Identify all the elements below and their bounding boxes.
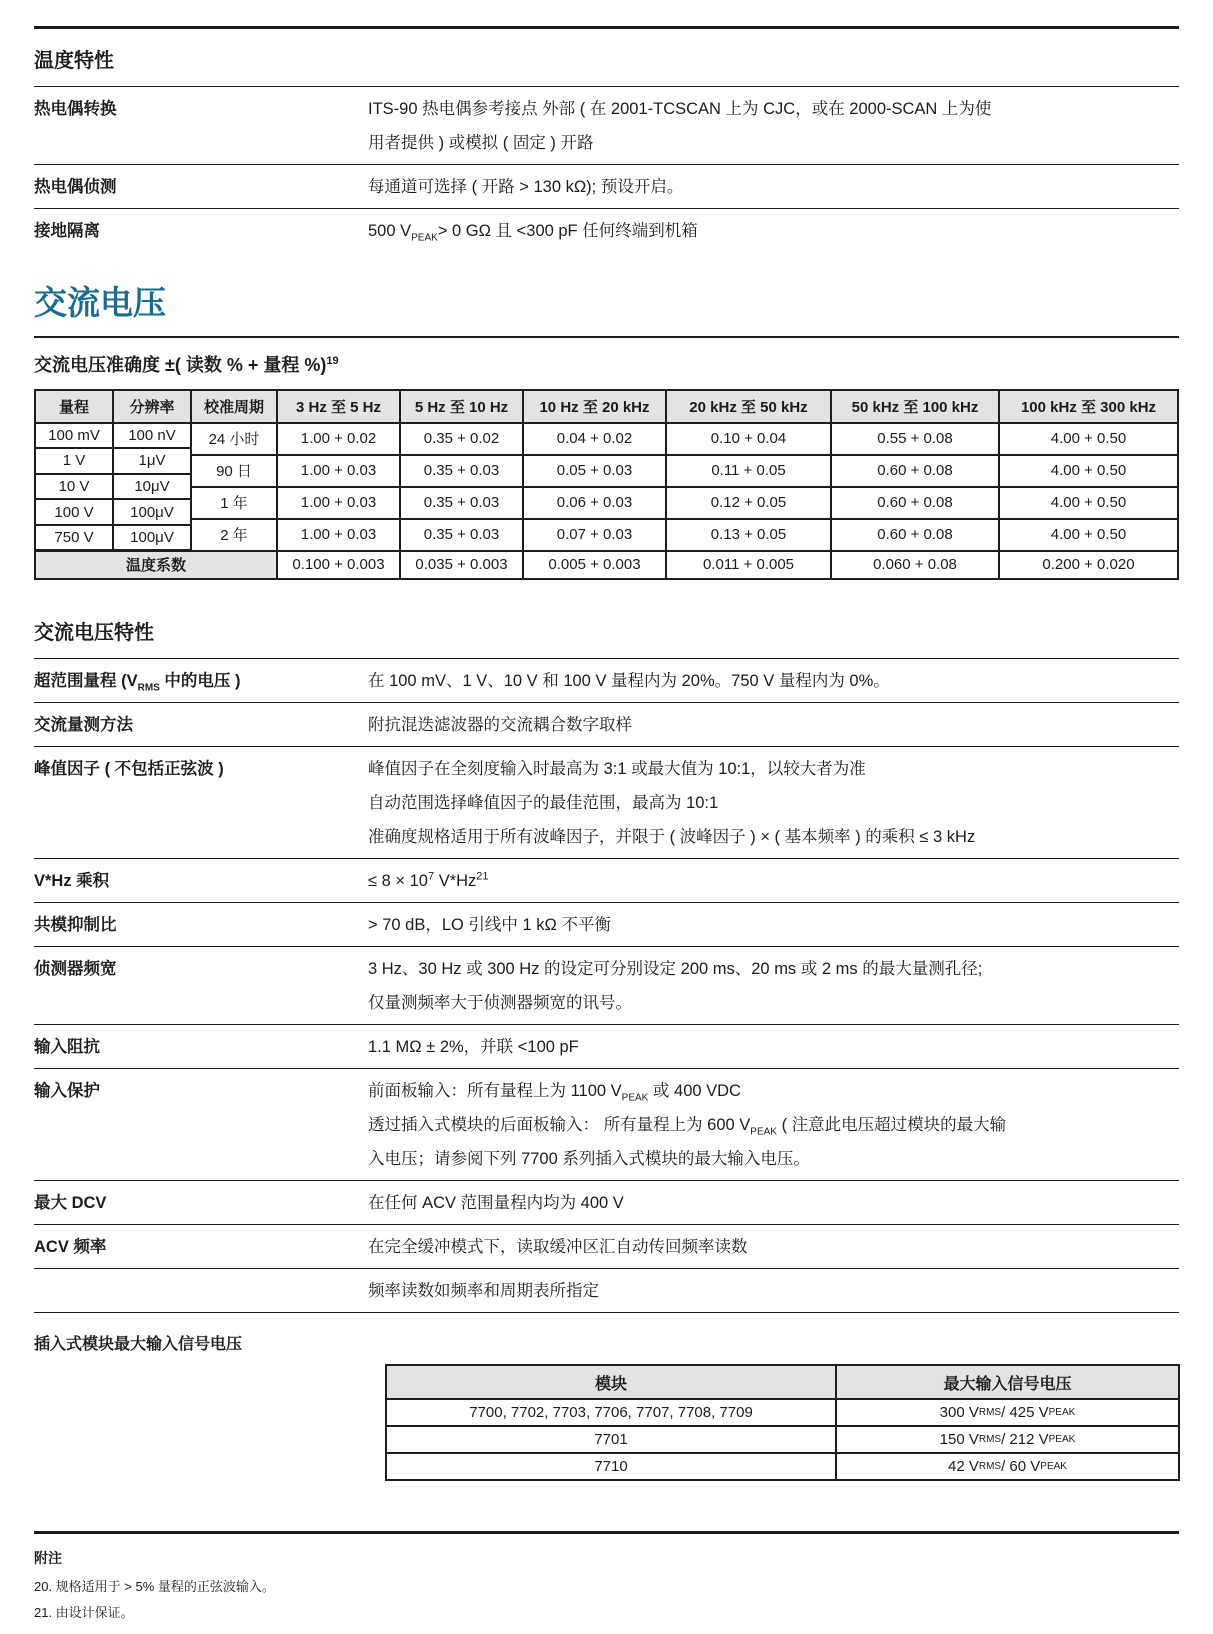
acc-value-cell: 0.07 + 0.03 <box>524 520 665 550</box>
spec-row <box>34 209 1179 252</box>
spec-value-line: 自动范围选择峰值因子的最佳范围，最高为 10:1 <box>368 794 719 812</box>
spec-value <box>368 1230 1179 1264</box>
acc-value-cell: 0.10 + 0.04 <box>667 424 830 454</box>
module-header-cell: 模块 <box>387 1366 835 1398</box>
acc-value-cell: 0.06 + 0.03 <box>524 488 665 518</box>
temperature-spec-rows <box>34 87 1179 252</box>
subscript: PEAK <box>411 232 438 244</box>
acc-tempco-value-cell: 0.011 + 0.005 <box>667 552 830 578</box>
spec-label: 共模抑制比 <box>34 916 117 934</box>
spec-value-line: 500 $V_{PEAK}> 0$ GΩ 且 <300 pF 任何终端到机箱 <box>368 222 698 244</box>
spec-label: 热电偶侦测 <box>34 178 117 196</box>
acc-resolution-stack <box>114 424 190 550</box>
spec-value <box>368 752 1179 854</box>
spec-label: 接地隔离 <box>34 222 100 240</box>
acc-header-cell: 5 Hz 至 10 Hz <box>401 391 522 422</box>
acc-value-cell: 1.00 + 0.03 <box>278 520 399 550</box>
footnotes <box>34 1548 1179 1626</box>
spec-row <box>34 859 1179 903</box>
acc-value-cell: 1.00 + 0.03 <box>278 488 399 518</box>
acc-resolution-cell: 1μV <box>114 449 190 473</box>
module-name-cell: 7701 <box>387 1427 835 1452</box>
ac-accuracy-subtitle: 交流电压准确度 ±( 读数 % + 量程 %)$^{19}$ <box>34 354 339 375</box>
spec-value-line: 仅量测频率大于侦测器频宽的讯号。 <box>368 994 632 1012</box>
acc-band-stack <box>1000 424 1177 550</box>
acc-value-cell: 4.00 + 0.50 <box>1000 424 1177 454</box>
acc-period-cell: 2 年 <box>192 520 276 550</box>
acc-period-cell: 24 小时 <box>192 424 276 454</box>
acc-value-cell: 0.04 + 0.02 <box>524 424 665 454</box>
module-voltage-table <box>385 1364 1180 1481</box>
spec-label: 侦测器频宽 <box>34 960 117 978</box>
acc-tempco-value-cell: 0.035 + 0.003 <box>401 552 522 578</box>
spec-label: ACV 频率 <box>34 1238 107 1256</box>
acc-resolution-cell: 100 nV <box>114 424 190 448</box>
spec-value-line: 3 Hz、30 Hz 或 300 Hz 的设定可分别设定 200 ms、20 ms 或 2 ms 的最大量测孔径; <box>368 960 983 978</box>
module-name-cell: 7700, 7702, 7703, 7706, 7707, 7708, 7709 <box>387 1400 835 1425</box>
acc-value-cell: 0.60 + 0.08 <box>832 520 998 550</box>
section-title-temperature: 温度特性 <box>34 49 114 72</box>
acc-value-cell: 0.55 + 0.08 <box>832 424 998 454</box>
footer-rule <box>34 1531 1179 1534</box>
acc-value-cell: 4.00 + 0.50 <box>1000 520 1177 550</box>
spec-value-line: 在 100 mV、1 V、10 V 和 100 V 量程内为 20%。750 V 量程内为 0%。 <box>368 672 890 690</box>
acc-value-cell: 1.00 + 0.03 <box>278 456 399 486</box>
acc-tempco-label: 温度系数 <box>36 552 276 578</box>
spec-row <box>34 747 1179 859</box>
spec-label: 热电偶转换 <box>34 100 117 118</box>
acc-value-cell: 0.60 + 0.08 <box>832 488 998 518</box>
note-item: 21. 由设计保证。 <box>34 1604 134 1620</box>
spec-value <box>368 1074 1179 1176</box>
acc-value-cell: 0.12 + 0.05 <box>667 488 830 518</box>
spec-value-line: 准确度规格适用于所有波峰因子，并限于 ( 波峰因子 ) × ( 基本频率 ) 的乘积 ≤ 3 kHz <box>368 828 976 846</box>
spec-value-line: 前面板输入：所有量程上为 1100 $V_{PEAK}$ 或 400 VDC <box>368 1082 741 1104</box>
acc-header-cell: 分辨率 <box>114 391 190 422</box>
spec-label: 峰值因子 ( 不包括正弦波 ) <box>34 760 224 778</box>
spec-value <box>368 908 1179 942</box>
acc-value-cell: 4.00 + 0.50 <box>1000 456 1177 486</box>
heading-rule <box>34 336 1179 338</box>
acc-period-cell: 1 年 <box>192 488 276 518</box>
footnotes-title: 附注 <box>34 1549 62 1566</box>
acc-resolution-cell: 10μV <box>114 475 190 499</box>
acc-range-cell: 100 mV <box>36 424 112 448</box>
acc-band-stack <box>667 424 830 550</box>
spec-row <box>34 87 1179 165</box>
acc-band-stack <box>278 424 399 550</box>
spec-label <box>34 1274 368 1308</box>
spec-row <box>34 703 1179 747</box>
spec-label: 最大 DCV <box>34 1194 107 1212</box>
superscript: 7 <box>427 870 435 883</box>
spec-value <box>368 1274 1179 1308</box>
spec-label: 交流量测方法 <box>34 716 133 734</box>
acc-band-stack <box>401 424 522 550</box>
acc-band-stack <box>832 424 998 550</box>
spec-value-line: 频率读数如频率和周期表所指定 <box>368 1282 599 1300</box>
spec-value-line: 在任何 ACV 范围量程内均为 400 V <box>368 1194 624 1212</box>
acc-range-cell: 1 V <box>36 449 112 473</box>
acc-header-cell: 10 Hz 至 20 kHz <box>524 391 665 422</box>
spec-value <box>368 664 1179 698</box>
spec-value-line: 透过插入式模块的后面板输入： 所有量程上为 600 $V_{PEAK}$ ( 注意此电压超过模块的最大输 <box>368 1116 1007 1138</box>
acc-period-cell: 90 日 <box>192 456 276 486</box>
spec-value <box>368 708 1179 742</box>
note-item: 20. 规格适用于 > 5% 量程的正弦波输入。 <box>34 1578 275 1594</box>
acc-header-cell: 50 kHz 至 100 kHz <box>832 391 998 422</box>
spec-value-line: 用者提供 ) 或模拟 ( 固定 ) 开路 <box>368 134 594 152</box>
module-voltage-cell: 150 V RMS / 212 V PEAK <box>837 1427 1178 1452</box>
subscript: PEAK <box>621 1092 649 1104</box>
spec-value-line: 峰值因子在全刻度输入时最高为 3:1 或最大值为 10:1，以较大者为准 <box>368 760 866 778</box>
acc-header-cell: 校准周期 <box>192 391 276 422</box>
ac-accuracy-table <box>34 389 1179 580</box>
acc-value-cell: 0.13 + 0.05 <box>667 520 830 550</box>
spec-value <box>368 1186 1179 1220</box>
acc-value-cell: 0.35 + 0.03 <box>401 488 522 518</box>
acc-resolution-cell: 100μV <box>114 526 190 550</box>
spec-row <box>34 165 1179 209</box>
module-header-cell: 最大输入信号电压 <box>837 1366 1178 1398</box>
subscript: RMS <box>137 682 160 694</box>
ac-characteristics-spec-rows <box>34 659 1179 1313</box>
acc-value-cell: 0.35 + 0.02 <box>401 424 522 454</box>
acc-tempco-value-cell: 0.100 + 0.003 <box>278 552 399 578</box>
acc-value-cell: 0.60 + 0.08 <box>832 456 998 486</box>
module-name-cell: 7710 <box>387 1454 835 1479</box>
spec-label: V*Hz 乘积 <box>34 872 110 890</box>
module-voltage-cell: 300 V RMS / 425 V PEAK <box>837 1400 1178 1425</box>
spec-label: 超范围量程 ($V_{RMS}$ 中的电压 ) <box>34 672 241 694</box>
spec-value-line: 1.1 MΩ ± 2%，并联 <100 pF <box>368 1038 579 1056</box>
footnotes-list <box>34 1574 1179 1626</box>
acc-value-cell: 4.00 + 0.50 <box>1000 488 1177 518</box>
spec-value <box>368 92 1179 160</box>
acc-header-cell: 3 Hz 至 5 Hz <box>278 391 399 422</box>
acc-resolution-cell: 100μV <box>114 500 190 524</box>
acc-range-stack <box>36 424 112 550</box>
spec-value <box>368 170 1179 204</box>
spec-value-line: 附抗混迭滤波器的交流耦合数字取样 <box>368 716 632 734</box>
spec-value <box>368 952 1179 1020</box>
spec-row <box>34 947 1179 1025</box>
spec-value-line: > 70 dB，LO 引线中 1 kΩ 不平衡 <box>368 916 611 934</box>
acc-range-cell: 100 V <box>36 500 112 524</box>
spec-value <box>368 1030 1179 1064</box>
module-table-title: 插入式模块最大输入信号电压 <box>34 1336 243 1353</box>
spec-value-line: 每通道可选择 ( 开路 > 130 kΩ); 预设开启。 <box>368 178 684 196</box>
acc-value-cell: 0.11 + 0.05 <box>667 456 830 486</box>
spec-value-line: ≤ $8 \times 10^7$ V*Hz$^{21}$ <box>368 870 489 890</box>
spec-value <box>368 214 1179 248</box>
top-rule <box>34 26 1179 29</box>
spec-value <box>368 864 1179 898</box>
acc-value-cell: 0.05 + 0.03 <box>524 456 665 486</box>
acc-value-cell: 0.35 + 0.03 <box>401 456 522 486</box>
spec-value-line: ITS-90 热电偶参考接点 外部 ( 在 2001-TCSCAN 上为 CJC，或在 2000-SCAN 上为使 <box>368 100 992 118</box>
acc-tempco-value-cell: 0.060 + 0.08 <box>832 552 998 578</box>
acc-header-cell: 100 kHz 至 300 kHz <box>1000 391 1177 422</box>
spec-row <box>34 1225 1179 1269</box>
section-title-ac-characteristics: 交流电压特性 <box>34 621 154 644</box>
acc-tempco-value-cell: 0.200 + 0.020 <box>1000 552 1177 578</box>
acc-value-cell: 1.00 + 0.02 <box>278 424 399 454</box>
module-voltage-cell: 42 V RMS / 60 V PEAK <box>837 1454 1178 1479</box>
acc-header-cell: 量程 <box>36 391 112 422</box>
section-title-ac-voltage: 交流电压 <box>34 284 166 321</box>
subscript: PEAK <box>750 1126 777 1138</box>
spec-row <box>34 903 1179 947</box>
acc-range-cell: 10 V <box>36 475 112 499</box>
spec-row <box>34 659 1179 703</box>
spec-row <box>34 1181 1179 1225</box>
acc-band-stack <box>524 424 665 550</box>
acc-tempco-value-cell: 0.005 + 0.003 <box>524 552 665 578</box>
superscript: 19 <box>326 354 339 367</box>
spec-row <box>34 1069 1179 1181</box>
acc-period-stack <box>192 424 276 550</box>
acc-range-cell: 750 V <box>36 526 112 550</box>
spec-label: 输入阻抗 <box>34 1038 100 1056</box>
spec-row <box>34 1025 1179 1069</box>
acc-header-cell: 20 kHz 至 50 kHz <box>667 391 830 422</box>
spec-label: 输入保护 <box>34 1082 100 1100</box>
acc-value-cell: 0.35 + 0.03 <box>401 520 522 550</box>
spec-value-line: 入电压；请参阅下列 7700 系列插入式模块的最大输入电压。 <box>368 1150 810 1168</box>
spec-row <box>34 1269 1179 1313</box>
superscript: 21 <box>476 870 489 883</box>
spec-value-line: 在完全缓冲模式下，读取缓冲区汇自动传回频率读数 <box>368 1238 748 1256</box>
